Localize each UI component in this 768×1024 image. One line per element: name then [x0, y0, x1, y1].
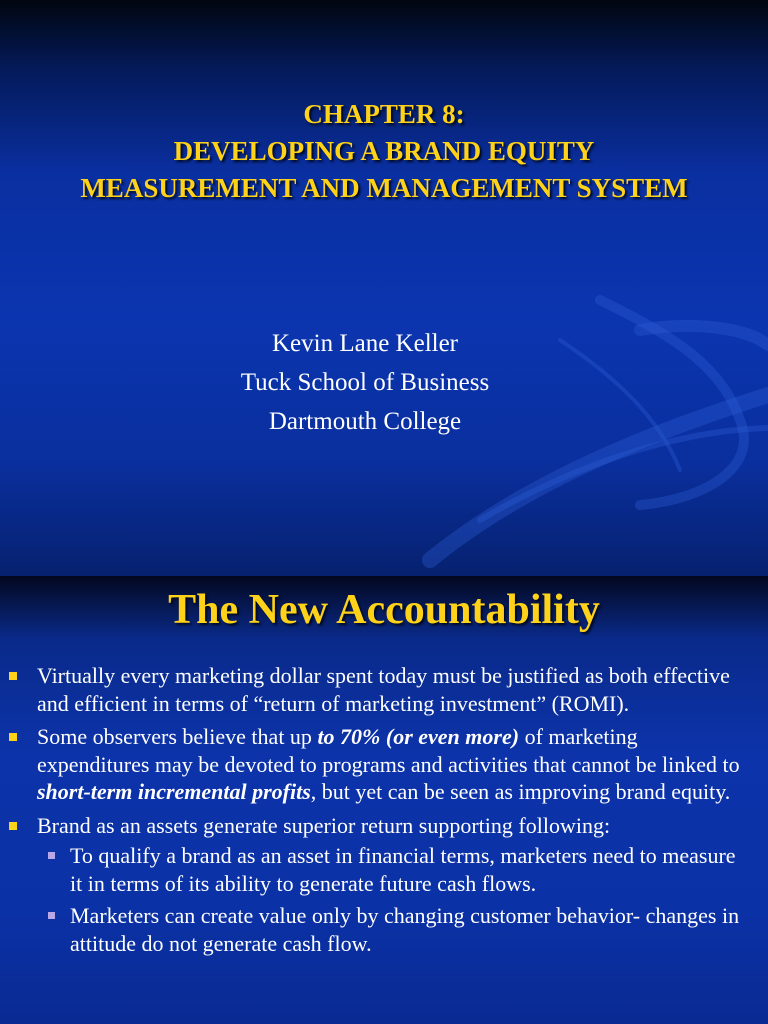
sub-bullet-text: Marketers can create value only by changing customer behavior- changes in attitude do not generate cash flow.	[70, 903, 740, 956]
bullet-list	[0, 662, 768, 963]
square-sub-bullet-icon	[48, 912, 55, 919]
bullet-text-segment: of marketing expenditures may be devoted to programs and activities that cannot be linked to	[37, 724, 740, 777]
bullet-item	[0, 812, 768, 958]
sub-bullet-text: To qualify a brand as an asset in financial terms, marketers need to measure it in terms of its ability to generate future cash flows.	[70, 843, 736, 896]
bullet-item	[0, 662, 768, 717]
title-line: MEASUREMENT AND MANAGEMENT SYSTEM	[80, 173, 688, 203]
square-bullet-icon	[9, 733, 17, 741]
bullet-text-segment: Brand as an assets generate superior return supporting following:	[37, 812, 611, 838]
bullet-text	[37, 813, 610, 838]
author-college: Dartmouth College	[268, 408, 462, 435]
content-slide	[0, 576, 768, 1024]
bullet-item	[0, 723, 768, 806]
emphasis-text: to 70% (or even more)	[317, 724, 520, 749]
square-sub-bullet-icon	[48, 852, 55, 859]
author-school: Tuck School of Business	[240, 369, 490, 396]
title-line: DEVELOPING A BRAND EQUITY	[173, 136, 595, 166]
title-slide-heading	[0, 96, 768, 207]
square-bullet-icon	[9, 822, 17, 830]
bullet-text-segment: Some observers believe that up	[37, 724, 318, 749]
title-line: CHAPTER 8:	[303, 99, 465, 129]
emphasis-text: short-term incremental profits	[37, 779, 311, 804]
sub-bullet-item	[37, 842, 750, 897]
author-name: Kevin Lane Keller	[271, 330, 459, 357]
sub-bullet-list	[37, 842, 750, 957]
content-slide-title: The New Accountability	[168, 587, 600, 633]
bullet-text	[37, 663, 730, 716]
bullet-text	[37, 724, 740, 804]
bullet-text-segment: , but yet can be seen as improving brand equity.	[310, 779, 731, 804]
bullet-text-segment: Virtually every marketing dollar spent today must be justified as both effective and efficient in terms of “return of marketing investment” (ROMI).	[37, 663, 730, 716]
author-block	[0, 324, 730, 441]
square-bullet-icon	[9, 672, 17, 680]
sub-bullet-item	[37, 902, 750, 957]
